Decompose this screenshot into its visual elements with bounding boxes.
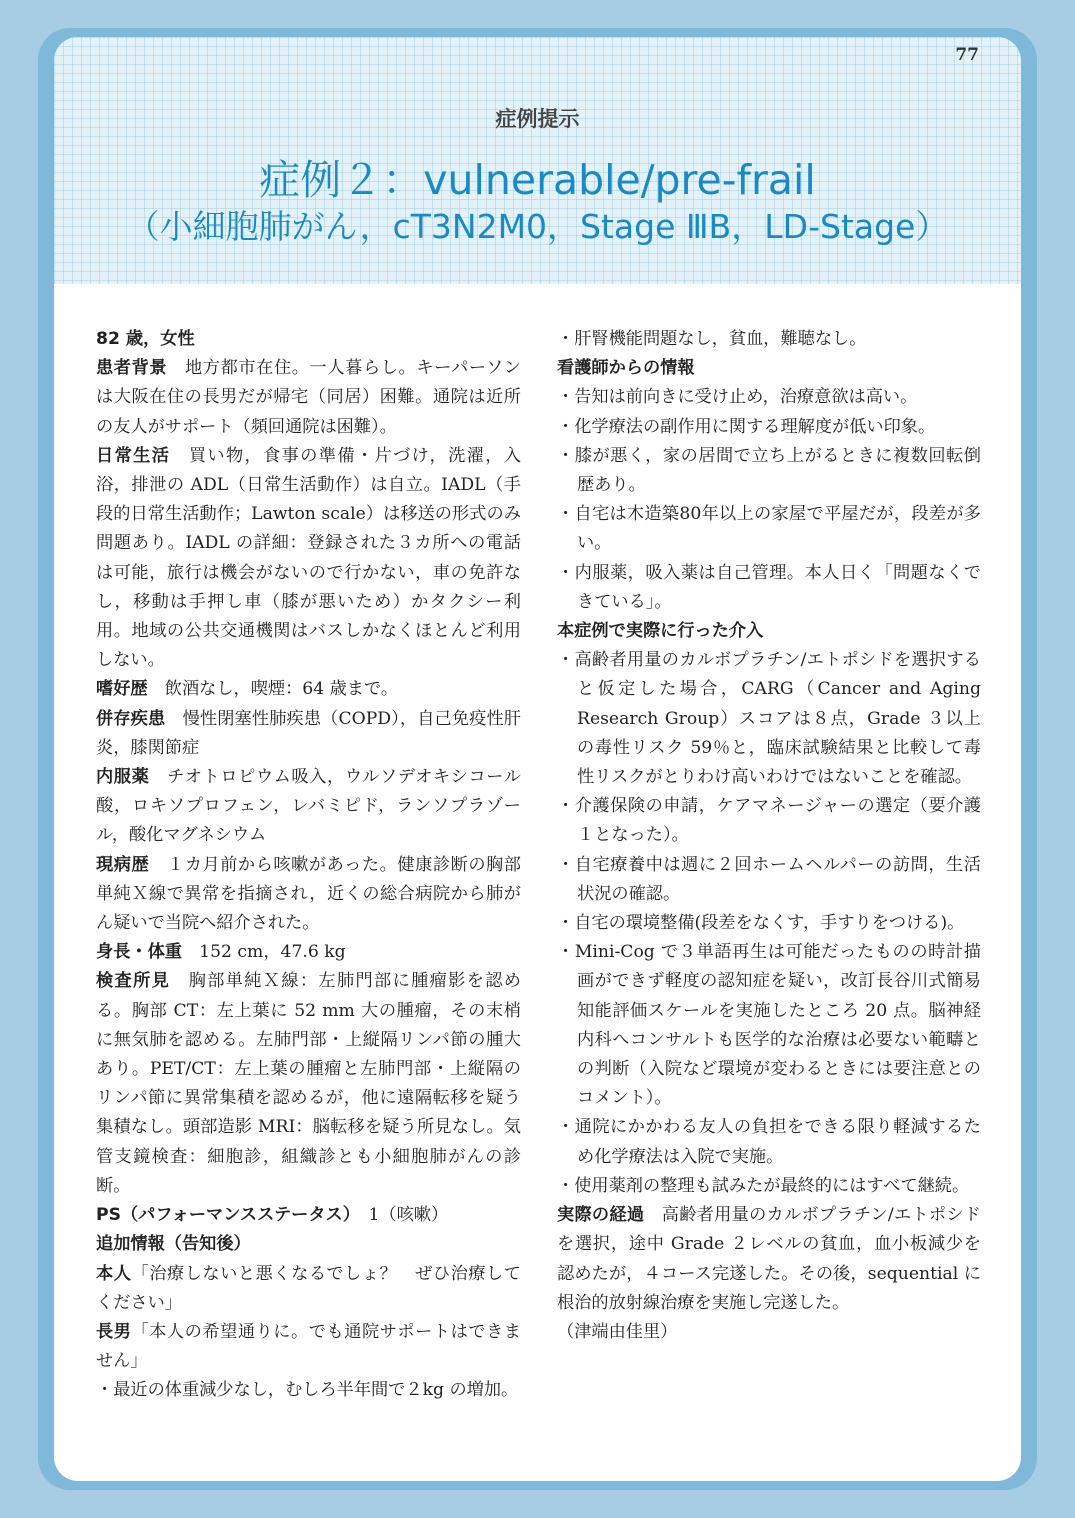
list-item: ・自宅療養中は週に２回ホームヘルパーの訪問，生活状況の確認。 — [557, 854, 981, 904]
background-paragraph — [96, 354, 521, 442]
intervention-heading: 本症例で実際に行った介入 — [557, 621, 764, 642]
list-item: ・膝が悪く，家の居間で立ち上がるときに複数回転倒歴あり。 — [557, 445, 981, 496]
case-title: 症例２：vulnerable/pre-frail — [259, 156, 816, 204]
ps-paragraph — [96, 1201, 521, 1230]
son-text: 「本人の希望通りに。でも通院サポートはできません」 — [96, 1321, 521, 1372]
ps-text: 1（咳嗽） — [368, 1205, 449, 1226]
background-label: 患者背景 — [96, 358, 168, 379]
course-text: 高齢者用量のカルボプラチン/エトポシドを選択，途中 Grade ２レベルの貧血，血小板減少を認めたが，４コース完遂した。その後，sequential に根治的放射線治療を実施し完遂した。 — [557, 1205, 981, 1313]
list-item: ・自宅は木造築80年以上の家屋で平屋だが，段差が多い。 — [557, 504, 981, 554]
list-item: ・最近の体重減少なし，むしろ半年間で２kg の増加。 — [96, 1380, 519, 1401]
meds-paragraph — [96, 763, 521, 851]
page — [54, 37, 1021, 1481]
exam-label: 検査所見 — [96, 971, 171, 992]
list-item: ・自宅の環境整備(段差をなくす，手すりをつける)。 — [557, 913, 965, 934]
habits-text: 飲酒なし，喫煙：64 歳まで。 — [164, 679, 399, 700]
history-text: １カ月前から咳嗽があった。健康診断の胸部単純Ｘ線で異常を指摘され，近くの総合病院から肺がん疑いで当院へ紹介された。 — [96, 854, 521, 934]
height-text: 152 cm，47.6 kg — [199, 942, 346, 963]
list-item: ・介護保険の申請，ケアマネージャーの選定（要介護１となった）。 — [557, 796, 981, 846]
list-item: ・告知は前向きに受け止め，治療意欲は高い。 — [557, 387, 918, 408]
self-quote — [96, 1260, 521, 1318]
height-paragraph — [96, 938, 521, 967]
daily-text: 買い物，食事の準備・片づけ，洗濯，入浴，排泄の ADL（日常生活動作）は自立。IADL（手段的日常生活動作；Lawton scale）は移送の形式のみ問題あり。IADL の詳細：登録された３カ所への電話は可能，旅行は機会がないので行かない，車の免許なし，移動は手押し車（膝が悪いため）かタクシー利用。地域の公共交通機関はバスしかなくほとんど利用しない。 — [96, 445, 521, 671]
background-text: 地方都市在住。一人暮らし。キーパーソンは大阪在住の長男だが帰宅（同居）困難。通院は近所の友人がサポート（頻回通院は困難）。 — [96, 358, 521, 437]
meds-text: チオトロピウム吸入，ウルソデオキシコール酸，ロキソプロフェン，レバミピド，ランソプラゾール，酸化マグネシウム — [96, 767, 521, 846]
exam-paragraph — [96, 967, 521, 1201]
self-label: 本人 — [96, 1263, 132, 1284]
left-column — [96, 325, 521, 1406]
daily-label: 日常生活 — [96, 445, 171, 466]
self-text: 「治療しないと悪くなるでしょ？ ぜひ治療してください」 — [96, 1263, 521, 1313]
exam-text: 胸部単純Ｘ線：左肺門部に腫瘤影を認める。胸部 CT：左上葉に 52 mm 大の腫瘤，その末梢に無気肺を認める。左肺門部・上縦隔リンパ節の腫大あり。PET/CT：左上葉の腫瘤と左肺門部・上縦隔のリンパ節に異常集積を認めるが，他に遠隔転移を疑う集積なし。頭部造影 MRI：脳転移を疑う所見なし。気管支鏡検査：細胞診，組織診とも小細胞肺がんの診断。 — [96, 971, 521, 1196]
history-paragraph — [96, 851, 521, 939]
daily-paragraph — [96, 442, 521, 676]
course-paragraph — [557, 1201, 981, 1318]
ps-label: PS（パフォーマンスステータス） — [96, 1205, 352, 1226]
meds-label: 内服薬 — [96, 767, 150, 788]
section-kicker: 症例提示 — [495, 107, 580, 131]
case-subtitle: （小細胞肺がん，cT3N2M0，Stage ⅢB，LD-Stage） — [126, 207, 949, 246]
patient-summary: 82 歳，女性 — [96, 329, 195, 349]
comorbid-paragraph — [96, 705, 521, 763]
list-item: ・Mini-Cog で３単語再生は可能だったものの時計描画ができず軽度の認知症を疑い，改訂長谷川式簡易知能評価スケールを実施したところ 20 点。脳神経内科へコンサルトも医学的な治療は必要ない範疇との判断（入院など環境が変わるときには要注意とのコメント）。 — [557, 942, 981, 1109]
height-label: 身長・体重 — [96, 942, 182, 963]
list-item: ・使用薬剤の整理も試みたが最終的にはすべて継続。 — [557, 1175, 970, 1196]
author-signature: （津端由佳里） — [557, 1321, 678, 1342]
nurse-heading: 看護師からの情報 — [557, 358, 695, 379]
header-banner — [54, 37, 1021, 284]
right-column — [557, 325, 981, 1347]
list-item: ・内服薬，吸入薬は自己管理。本人日く「問題なくできている」。 — [557, 562, 981, 612]
course-label: 実際の経過 — [557, 1205, 645, 1226]
list-item: ・肝腎機能問題なし，貧血，難聴なし。 — [557, 329, 867, 349]
comorbid-text: 慢性閉塞性肺疾患（COPD），自己免疫性肝炎，膝関節症 — [96, 708, 521, 758]
list-item: ・高齢者用量のカルボプラチン/エトポシドを選択すると仮定した場合，CARG（Cancer and Aging Research Group）スコアは８点，Grade ３以上の毒性リスク 59％と，臨床試験結果と比較して毒性リスクがとりわけ高いわけではないことを確認。 — [557, 650, 981, 788]
son-quote — [96, 1318, 521, 1376]
list-item: ・通院にかかわる友人の負担をできる限り軽減するため化学療法は入院で実施。 — [557, 1117, 981, 1167]
list-item: ・化学療法の副作用に関する理解度が低い印象。 — [557, 416, 936, 437]
page-number: 77 — [955, 45, 979, 65]
additional-heading: 追加情報（告知後） — [96, 1234, 251, 1255]
habits-paragraph — [96, 675, 521, 704]
son-label: 長男 — [96, 1321, 132, 1342]
comorbid-label: 併存疾患 — [96, 708, 166, 729]
history-label: 現病歴 — [96, 854, 150, 875]
habits-label: 嗜好歴 — [96, 679, 148, 700]
